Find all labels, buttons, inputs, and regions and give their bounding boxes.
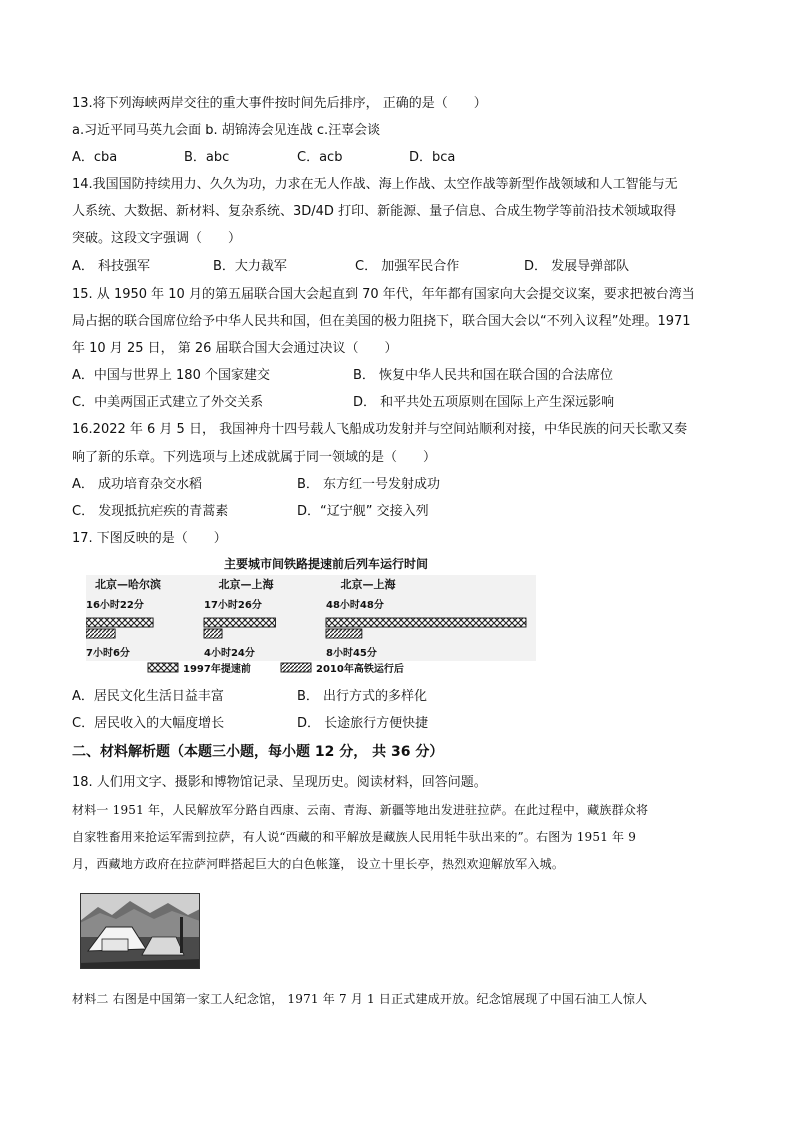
q18-material-2-line-1: 材料二 右图是中国第一家工人纪念馆， 1971 年 7 月 1 日正式建成开放。纪念馆展现了中国石油工人惊人: [72, 992, 648, 1006]
chart-data-label: 16小时22分: [86, 600, 144, 611]
q15-option-b: B． 恢复中华人民共和国在联合国的合法席位: [353, 368, 614, 383]
q18-material-1-line-2: 自家牲畜用来抢运军需到拉萨，有人说“西藏的和平解放是藏族人民用牦牛驮出来的”。右图为 1951 年 9: [72, 830, 637, 844]
chart-bar-after: [86, 629, 115, 638]
chart-bar-before: [86, 618, 153, 627]
chart-legend-swatch: [281, 663, 311, 672]
chart-legend-label: 2010年高铁运行后: [316, 664, 404, 675]
q14-option-d: D． 发展导弹部队: [524, 259, 630, 274]
q18-material-1-line-3: 月，西藏地方政府在拉萨河畔搭起巨大的白色帐篷， 设立十里长亭，热烈欢迎解放军入城。: [72, 857, 565, 871]
q16-option-d: D．“辽宁舰” 交接入列: [297, 504, 429, 519]
q16-line-1: 16.2022 年 6 月 5 日， 我国神舟十四号载人飞船成功发射并与空间站顺利对接，中华民族的问天长歌又奏: [72, 422, 688, 437]
q15-option-c: C．中美两国正式建立了外交关系: [72, 395, 264, 410]
chart-data-label: 17小时26分: [204, 600, 262, 611]
q18-stem: 18. 人们用文字、摄影和博物馆记录、呈现历史。阅读材料，回答问题。: [72, 775, 487, 790]
q18-material-1-line-1: 材料一 1951 年，人民解放军分路自西康、云南、青海、新疆等地出发进驻拉萨。在此过程中，藏族群众将: [72, 803, 649, 817]
chart-data-label: 48小时48分: [326, 600, 384, 611]
chart-legend-label: 1997年提速前: [183, 664, 251, 675]
q15-line-2: 局占据的联合国席位给予中华人民共和国，但在美国的极力阻挠下，联合国大会以“不列入议程”处理。1971: [72, 314, 691, 329]
chart-data-label: 8小时45分: [326, 648, 377, 659]
q14-line-3: 突破。这段文字强调（ ）: [72, 231, 242, 246]
q16-option-b: B． 东方红一号发射成功: [297, 477, 441, 492]
q17-stem: 17. 下图反映的是（ ）: [72, 531, 227, 546]
q13-option-a: A．cba: [72, 150, 118, 165]
chart-title: 主要城市间铁路提速前后列车运行时间: [223, 557, 429, 571]
q13-option-b: B．abc: [184, 150, 230, 165]
q15-option-a: A．中国与世界上 180 个国家建交: [72, 368, 270, 383]
q17-option-c: C．居民收入的大幅度增长: [72, 716, 225, 731]
chart-data-label: 4小时24分: [204, 648, 255, 659]
q16-line-2: 响了新的乐章。下列选项与上述成就属于同一领域的是（ ）: [72, 450, 437, 465]
chart-bar-after: [326, 629, 362, 638]
q13-option-d: D．bca: [409, 150, 456, 165]
section-2-title: 二、材料解析题（本题三小题，每小题 12 分， 共 36 分）: [72, 744, 444, 760]
q13-option-c: C．acb: [297, 150, 343, 165]
chart-data-label: 7小时6分: [86, 648, 130, 659]
chart-bar-before: [326, 618, 526, 627]
q17-option-d: D． 长途旅行方便快捷: [297, 716, 429, 731]
chart-legend-swatch: [148, 663, 178, 672]
q14-option-b: B．大力裁军: [213, 259, 287, 274]
q13-events: a.习近平同马英九会面 b. 胡锦涛会见连战 c.汪辜会谈: [72, 123, 381, 138]
q14-option-a: A． 科技强军: [72, 259, 151, 274]
chart-category-label: 北京—哈尔滨: [95, 578, 161, 591]
q16-option-c: C． 发现抵抗疟疾的青蒿素: [72, 504, 229, 519]
chart-bar-before: [204, 618, 275, 627]
q14-line-2: 人系统、大数据、新材料、复杂系统、3D/4D 打印、新能源、量子信息、合成生物学等前沿技术领域取得: [72, 204, 677, 219]
q15-line-1: 15. 从 1950 年 10 月的第五届联合国大会起直到 70 年代，年年都有国家向大会提交议案，要求把被台湾当: [72, 287, 695, 302]
q15-line-3: 年 10 月 25 日， 第 26 届联合国大会通过决议（ ）: [72, 341, 398, 356]
q17-option-a: A．居民文化生活日益丰富: [72, 689, 224, 704]
chart-category-label: 北京—上海: [340, 578, 396, 591]
chart-category-label: 北京—上海: [218, 578, 274, 591]
q14-line-1: 14.我国国防持续用力、久久为功，力求在无人作战、海上作战、太空作战等新型作战领域和人工智能与无: [72, 177, 678, 192]
q15-option-d: D． 和平共处五项原则在国际上产生深远影响: [353, 395, 615, 410]
q17-option-b: B． 出行方式的多样化: [297, 689, 428, 704]
q14-option-c: C． 加强军民合作: [355, 259, 460, 274]
train-time-chart: [86, 557, 536, 679]
q16-option-a: A． 成功培育杂交水稻: [72, 477, 203, 492]
q13-stem: 13.将下列海峡两岸交往的重大事件按时间先后排序， 正确的是（ ）: [72, 96, 487, 111]
lhasa-tent-photo: [80, 893, 200, 969]
chart-bar-after: [204, 629, 222, 638]
